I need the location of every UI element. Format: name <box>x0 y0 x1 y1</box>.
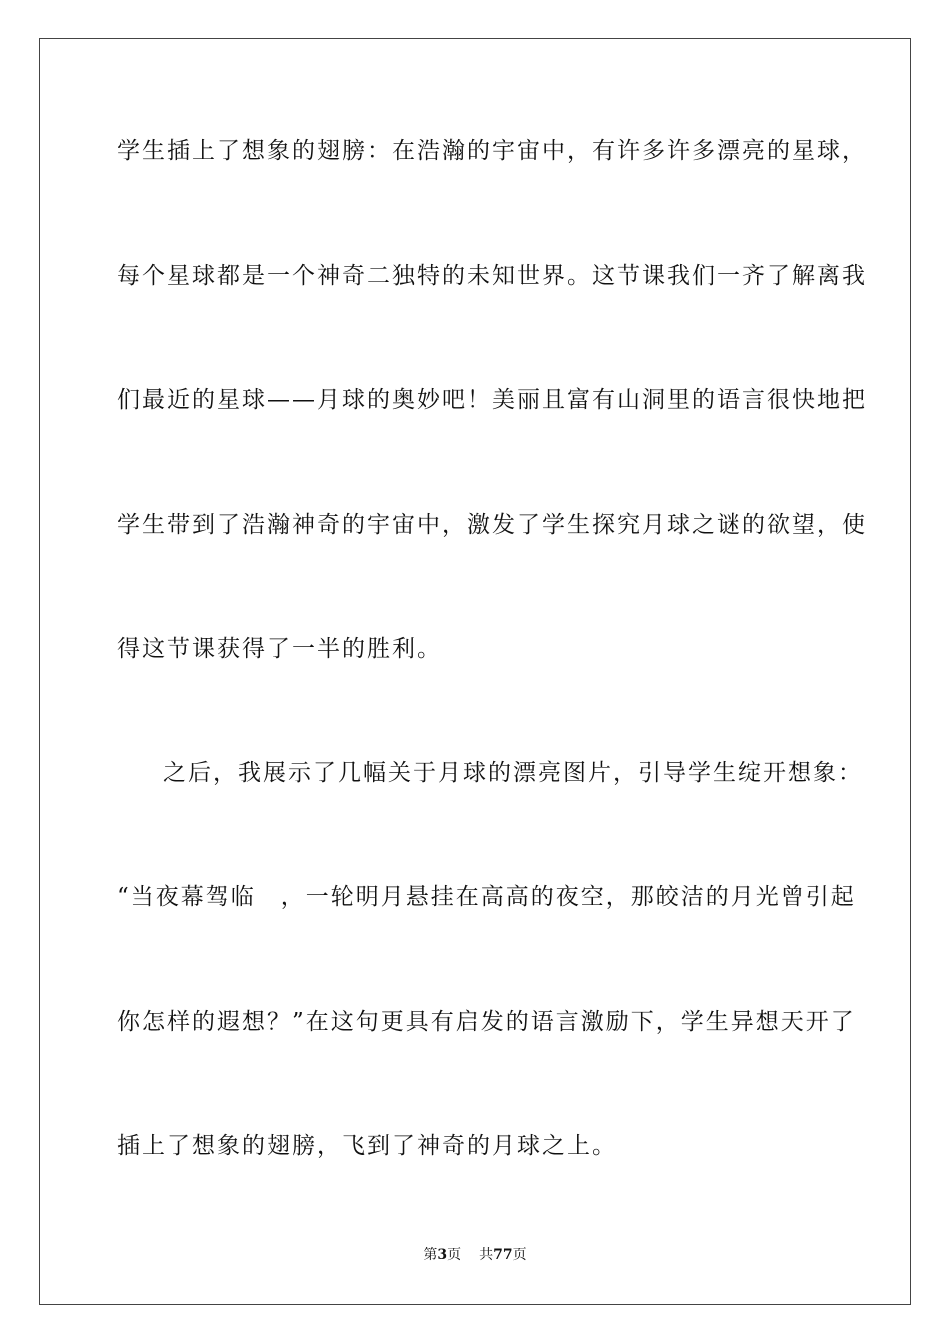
footer-total-suffix: 页 <box>512 1247 527 1263</box>
body-line-6: 之后，我展示了几幅关于月球的漂亮图片，引导学生绽开想象： <box>163 760 863 786</box>
body-line-4: 学生带到了浩瀚神奇的宇宙中，激发了学生探究月球之谜的欲望，使 <box>117 512 867 538</box>
body-line-7: “当夜幕驾临 ，一轮明月悬挂在高高的夜空，那皎洁的月光曾引起 <box>117 884 856 910</box>
page-footer <box>0 1246 950 1264</box>
footer-total-pages: 77 <box>493 1247 513 1263</box>
body-line-5: 得这节课获得了一半的胜利。 <box>117 636 442 662</box>
footer-page-number: 3 <box>437 1247 448 1263</box>
body-line-8: 你怎样的遐想？”在这句更具有启发的语言激励下，学生异想天开了 <box>117 1009 856 1035</box>
body-line-1: 学生插上了想象的翅膀：在浩瀚的宇宙中，有许多许多漂亮的星球， <box>117 138 867 164</box>
body-line-9: 插上了想象的翅膀，飞到了神奇的月球之上。 <box>117 1133 617 1159</box>
body-line-2: 每个星球都是一个神奇二独特的未知世界。这节课我们一齐了解离我 <box>117 263 867 289</box>
page-border <box>39 38 911 1305</box>
footer-page-prefix: 第 <box>423 1247 438 1263</box>
footer-page-suffix: 页 <box>447 1247 462 1263</box>
footer-total-prefix: 共 <box>479 1247 494 1263</box>
body-line-3: 们最近的星球——月球的奥妙吧！美丽且富有山洞里的语言很快地把 <box>117 387 867 413</box>
